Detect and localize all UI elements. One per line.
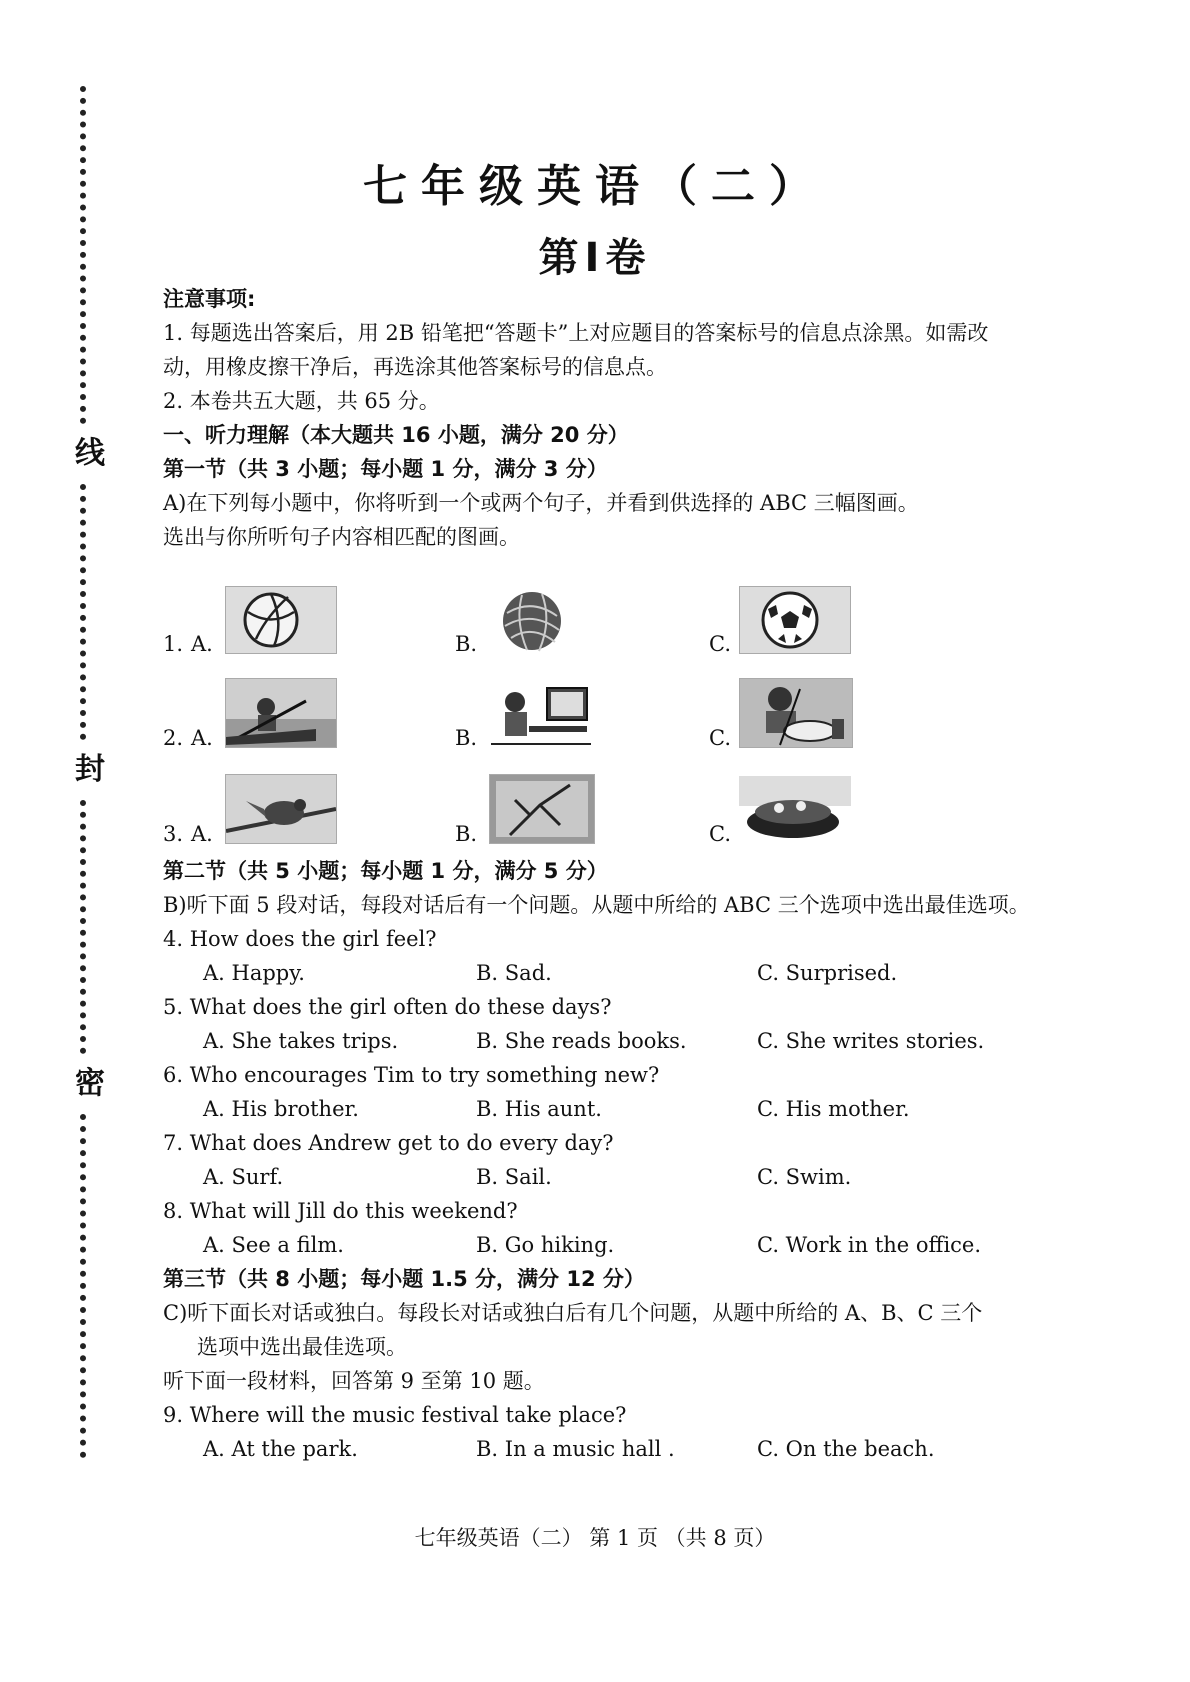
page-title: 七年级英语（二） <box>363 161 827 212</box>
question: 9. Where will the music festival take place? <box>163 1403 627 1427</box>
option-b: B. In a music hall . <box>476 1437 675 1461</box>
section-heading: 第一节（共 3 小题；每小题 1 分，满分 3 分） <box>163 457 608 481</box>
option-c: C. Swim. <box>757 1165 852 1189</box>
question: 6. Who encourages Tim to try something new? <box>163 1063 660 1087</box>
option-letter: C. <box>709 632 731 656</box>
eating-girl-icon <box>739 678 853 748</box>
tree-branch-icon <box>489 774 595 844</box>
seal-dotted-line <box>80 484 86 740</box>
question: 5. What does the girl often do these days? <box>163 995 612 1019</box>
seal-char-secret: 密 <box>75 1066 105 1101</box>
option-c: C. On the beach. <box>757 1437 935 1461</box>
option-letter: C. <box>709 726 731 750</box>
option-b: B. Sad. <box>476 961 552 985</box>
section-instruction: A)在下列每小题中，你将听到一个或两个句子，并看到供选择的 ABC 三幅图画。 <box>163 491 919 515</box>
question-number: 2. <box>163 726 184 750</box>
answer-options <box>163 1160 1083 1194</box>
answer-options <box>163 1432 1083 1466</box>
page-footer: 七年级英语（二） 第 1 页 （共 8 页） <box>414 1526 776 1550</box>
option-b: B. Go hiking. <box>476 1233 615 1257</box>
answer-options <box>163 1092 1083 1126</box>
answer-options <box>163 956 1083 990</box>
notes-item-1: 1. 每题选出答案后，用 2B 铅笔把“答题卡”上对应题目的答案标号的信息点涂黑。如需改 <box>163 321 989 345</box>
option-c: C. Surprised. <box>757 961 898 985</box>
soccer-ball-icon <box>739 586 851 654</box>
question: 8. What will Jill do this weekend? <box>163 1199 518 1223</box>
passage-instruction: 听下面一段材料，回答第 9 至第 10 题。 <box>163 1369 545 1393</box>
picture-question-row <box>163 754 1083 850</box>
picture-question-row <box>163 660 1083 754</box>
option-letter: B. <box>455 822 478 846</box>
option-c: C. She writes stories. <box>757 1029 985 1053</box>
bird-icon <box>225 774 337 844</box>
option-a: A. At the park. <box>203 1437 358 1461</box>
question: 7. What does Andrew get to do every day? <box>163 1131 614 1155</box>
option-letter: A. <box>191 822 213 846</box>
notes-item-2: 2. 本卷共五大题，共 65 分。 <box>163 389 440 413</box>
question-number: 1. <box>163 632 184 656</box>
option-c: C. Work in the office. <box>757 1233 982 1257</box>
notes-heading: 注意事项: <box>163 287 256 311</box>
option-b: B. Sail. <box>476 1165 552 1189</box>
picture-question-row <box>163 568 1083 660</box>
ball-of-yarn-icon <box>497 588 567 654</box>
seal-char-line: 线 <box>75 436 105 471</box>
exam-content <box>163 282 1083 1466</box>
option-c: C. His mother. <box>757 1097 910 1121</box>
option-letter: B. <box>455 632 478 656</box>
answer-options <box>163 1228 1083 1262</box>
option-a: A. See a film. <box>203 1233 344 1257</box>
seal-dotted-line <box>80 800 86 1054</box>
question-number: 3. <box>163 822 184 846</box>
option-letter: C. <box>709 822 731 846</box>
computer-boy-icon <box>489 680 593 748</box>
section-instruction-cont: 选项中选出最佳选项。 <box>197 1335 407 1359</box>
option-b: B. She reads books. <box>476 1029 687 1053</box>
question: 4. How does the girl feel? <box>163 927 437 951</box>
option-b: B. His aunt. <box>476 1097 602 1121</box>
option-letter: A. <box>191 726 213 750</box>
cake-icon <box>739 776 851 844</box>
part-heading: 一、听力理解（本大题共 16 小题，满分 20 分） <box>163 423 629 447</box>
seal-dotted-line <box>80 1114 86 1458</box>
option-a: A. Happy. <box>203 961 305 985</box>
option-a: A. Surf. <box>203 1165 284 1189</box>
section-heading: 第三节（共 8 小题；每小题 1.5 分，满分 12 分） <box>163 1267 645 1291</box>
section-instruction: B)听下面 5 段对话，每段对话后有一个问题。从题中所给的 ABC 三个选项中选出最佳选项。 <box>163 893 1030 917</box>
seal-char-seal: 封 <box>75 752 105 787</box>
option-letter: B. <box>455 726 478 750</box>
section-instruction: C)听下面长对话或独白。每段长对话或独白后有几个问题，从题中所给的 A、B、C 三个 <box>163 1301 983 1325</box>
option-letter: A. <box>191 632 213 656</box>
answer-options <box>163 1024 1083 1058</box>
page-subtitle: 第Ⅰ卷 <box>538 235 652 281</box>
rowing-boy-icon <box>225 678 337 748</box>
section-instruction-cont: 选出与你所听句子内容相匹配的图画。 <box>163 525 520 549</box>
volleyball-icon <box>225 586 337 654</box>
section-heading: 第二节（共 5 小题；每小题 1 分，满分 5 分） <box>163 859 608 883</box>
notes-item-1-cont: 动，用橡皮擦干净后，再选涂其他答案标号的信息点。 <box>163 355 667 379</box>
option-a: A. His brother. <box>203 1097 359 1121</box>
option-a: A. She takes trips. <box>203 1029 399 1053</box>
